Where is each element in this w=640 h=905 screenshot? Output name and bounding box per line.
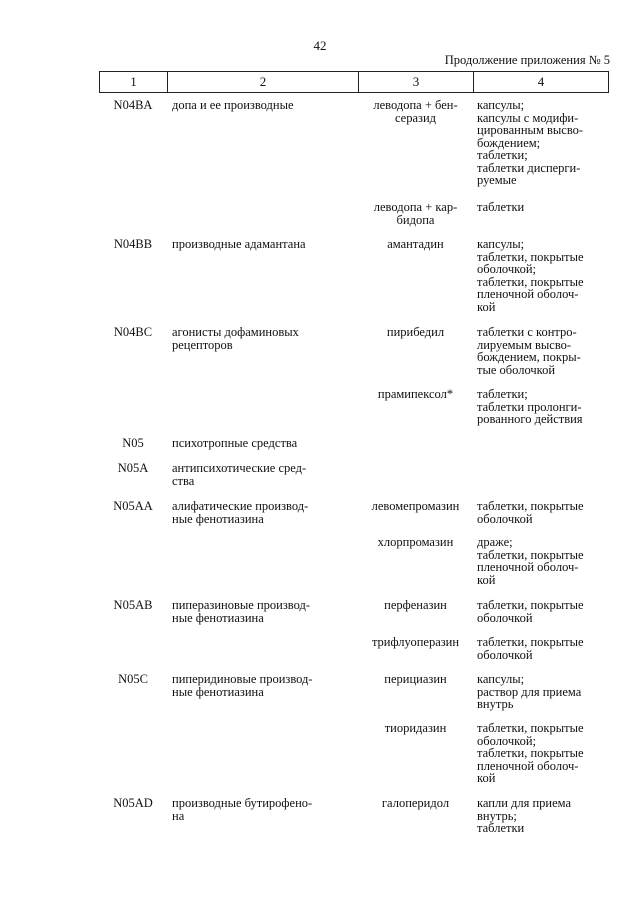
dosage-forms: таблетки, покрытые оболочкой; таблетки, покрытые пленочной оболоч- кой — [477, 721, 584, 785]
group-name — [167, 636, 358, 661]
drug-name: хлорпромазин — [377, 535, 454, 549]
drug-name: галоперидол — [381, 796, 450, 810]
drug-name — [358, 462, 473, 487]
table-row — [99, 99, 609, 187]
drug-name: леводопа + бен- серазид — [373, 98, 458, 125]
atc-code: N04BB — [113, 237, 153, 251]
atc-code — [99, 536, 167, 586]
group-name: антипсихотические сред- ства — [172, 461, 307, 488]
group-name — [167, 722, 358, 785]
table-row — [99, 500, 609, 525]
dosage-forms: таблетки, покрытые оболочкой — [477, 635, 584, 662]
table-row — [99, 462, 609, 487]
group-name: производные адамантана — [172, 237, 306, 251]
group-name: допа и ее производные — [172, 98, 294, 112]
table-row — [99, 536, 609, 586]
group-name: агонисты дофаминовых рецепторов — [172, 325, 299, 352]
atc-code: N05 — [122, 436, 144, 450]
group-name: алифатические производ- ные фенотиазина — [172, 499, 309, 526]
dosage-forms: таблетки, покрытые оболочкой — [477, 499, 584, 526]
drug-name: пирибедил — [386, 325, 445, 339]
table-row — [99, 636, 609, 661]
atc-code — [99, 722, 167, 785]
drug-name: перициазин — [384, 672, 447, 686]
atc-code: N05AA — [113, 499, 153, 513]
table-row — [99, 722, 609, 785]
drug-name: амантадин — [387, 237, 444, 251]
drug-name: трифлуоперазин — [371, 635, 460, 649]
dosage-forms — [473, 462, 609, 487]
group-name: психотропные средства — [172, 436, 298, 450]
dosage-forms: таблетки — [477, 200, 525, 214]
group-name — [167, 201, 358, 226]
atc-code: N05C — [118, 672, 148, 686]
atc-code: N05AB — [113, 598, 153, 612]
group-name — [167, 536, 358, 586]
dosage-forms: капсулы; таблетки, покрытые оболочкой; таблетки, покрытые пленочной оболоч- кой — [477, 237, 584, 314]
group-name — [167, 388, 358, 426]
column-header-4: 4 — [537, 74, 545, 89]
drug-name: прамипексол* — [377, 387, 454, 401]
dosage-forms: таблетки, покрытые оболочкой — [477, 598, 584, 625]
table-row — [99, 388, 609, 426]
table-row — [99, 201, 609, 226]
atc-code — [99, 201, 167, 226]
drug-name: левомепромазин — [371, 499, 460, 513]
dosage-forms: капсулы; раствор для приема внутрь — [477, 672, 582, 711]
dosage-forms: капсулы; капсулы с модифи- цированным высво- бождением; таблетки; таблетки дисперги- руемые — [477, 98, 584, 187]
dosage-forms: таблетки; таблетки пролонги- рованного действия — [477, 387, 583, 426]
table-row — [99, 599, 609, 624]
drug-name — [358, 437, 473, 450]
drug-name: тиоридазин — [384, 721, 447, 735]
table-row — [99, 437, 609, 450]
group-name: пиперазиновые производ- ные фенотиазина — [172, 598, 311, 625]
atc-code: N04BC — [113, 325, 153, 339]
atc-code: N04BA — [113, 98, 153, 112]
column-header-2: 2 — [168, 72, 359, 92]
table-row — [99, 238, 609, 313]
dosage-forms: капли для приема внутрь; таблетки — [477, 796, 572, 835]
column-header-1: 1 — [100, 72, 168, 92]
page-number: 42 — [313, 38, 327, 53]
table-row — [99, 673, 609, 711]
group-name: пиперидиновые производ- ные фенотиазина — [172, 672, 313, 699]
column-header-3: 3 — [359, 72, 474, 92]
table-header-row — [99, 71, 609, 93]
dosage-forms: таблетки с контро- лируемым высво- бождением, покры- тые оболочкой — [477, 325, 581, 377]
appendix-continuation-label: Продолжение приложения № 5 — [444, 53, 610, 67]
table-row — [99, 326, 609, 376]
atc-code: N05A — [117, 461, 149, 475]
group-name: производные бутирофено- на — [172, 796, 313, 823]
table-row — [99, 797, 609, 835]
drug-name: леводопа + кар- бидопа — [373, 200, 458, 227]
dosage-forms — [473, 437, 609, 450]
drug-name: перфеназин — [384, 598, 447, 612]
atc-code: N05AD — [113, 796, 153, 810]
atc-code — [99, 636, 167, 661]
dosage-forms: драже; таблетки, покрытые пленочной оболоч- кой — [477, 535, 584, 587]
atc-code — [99, 388, 167, 426]
